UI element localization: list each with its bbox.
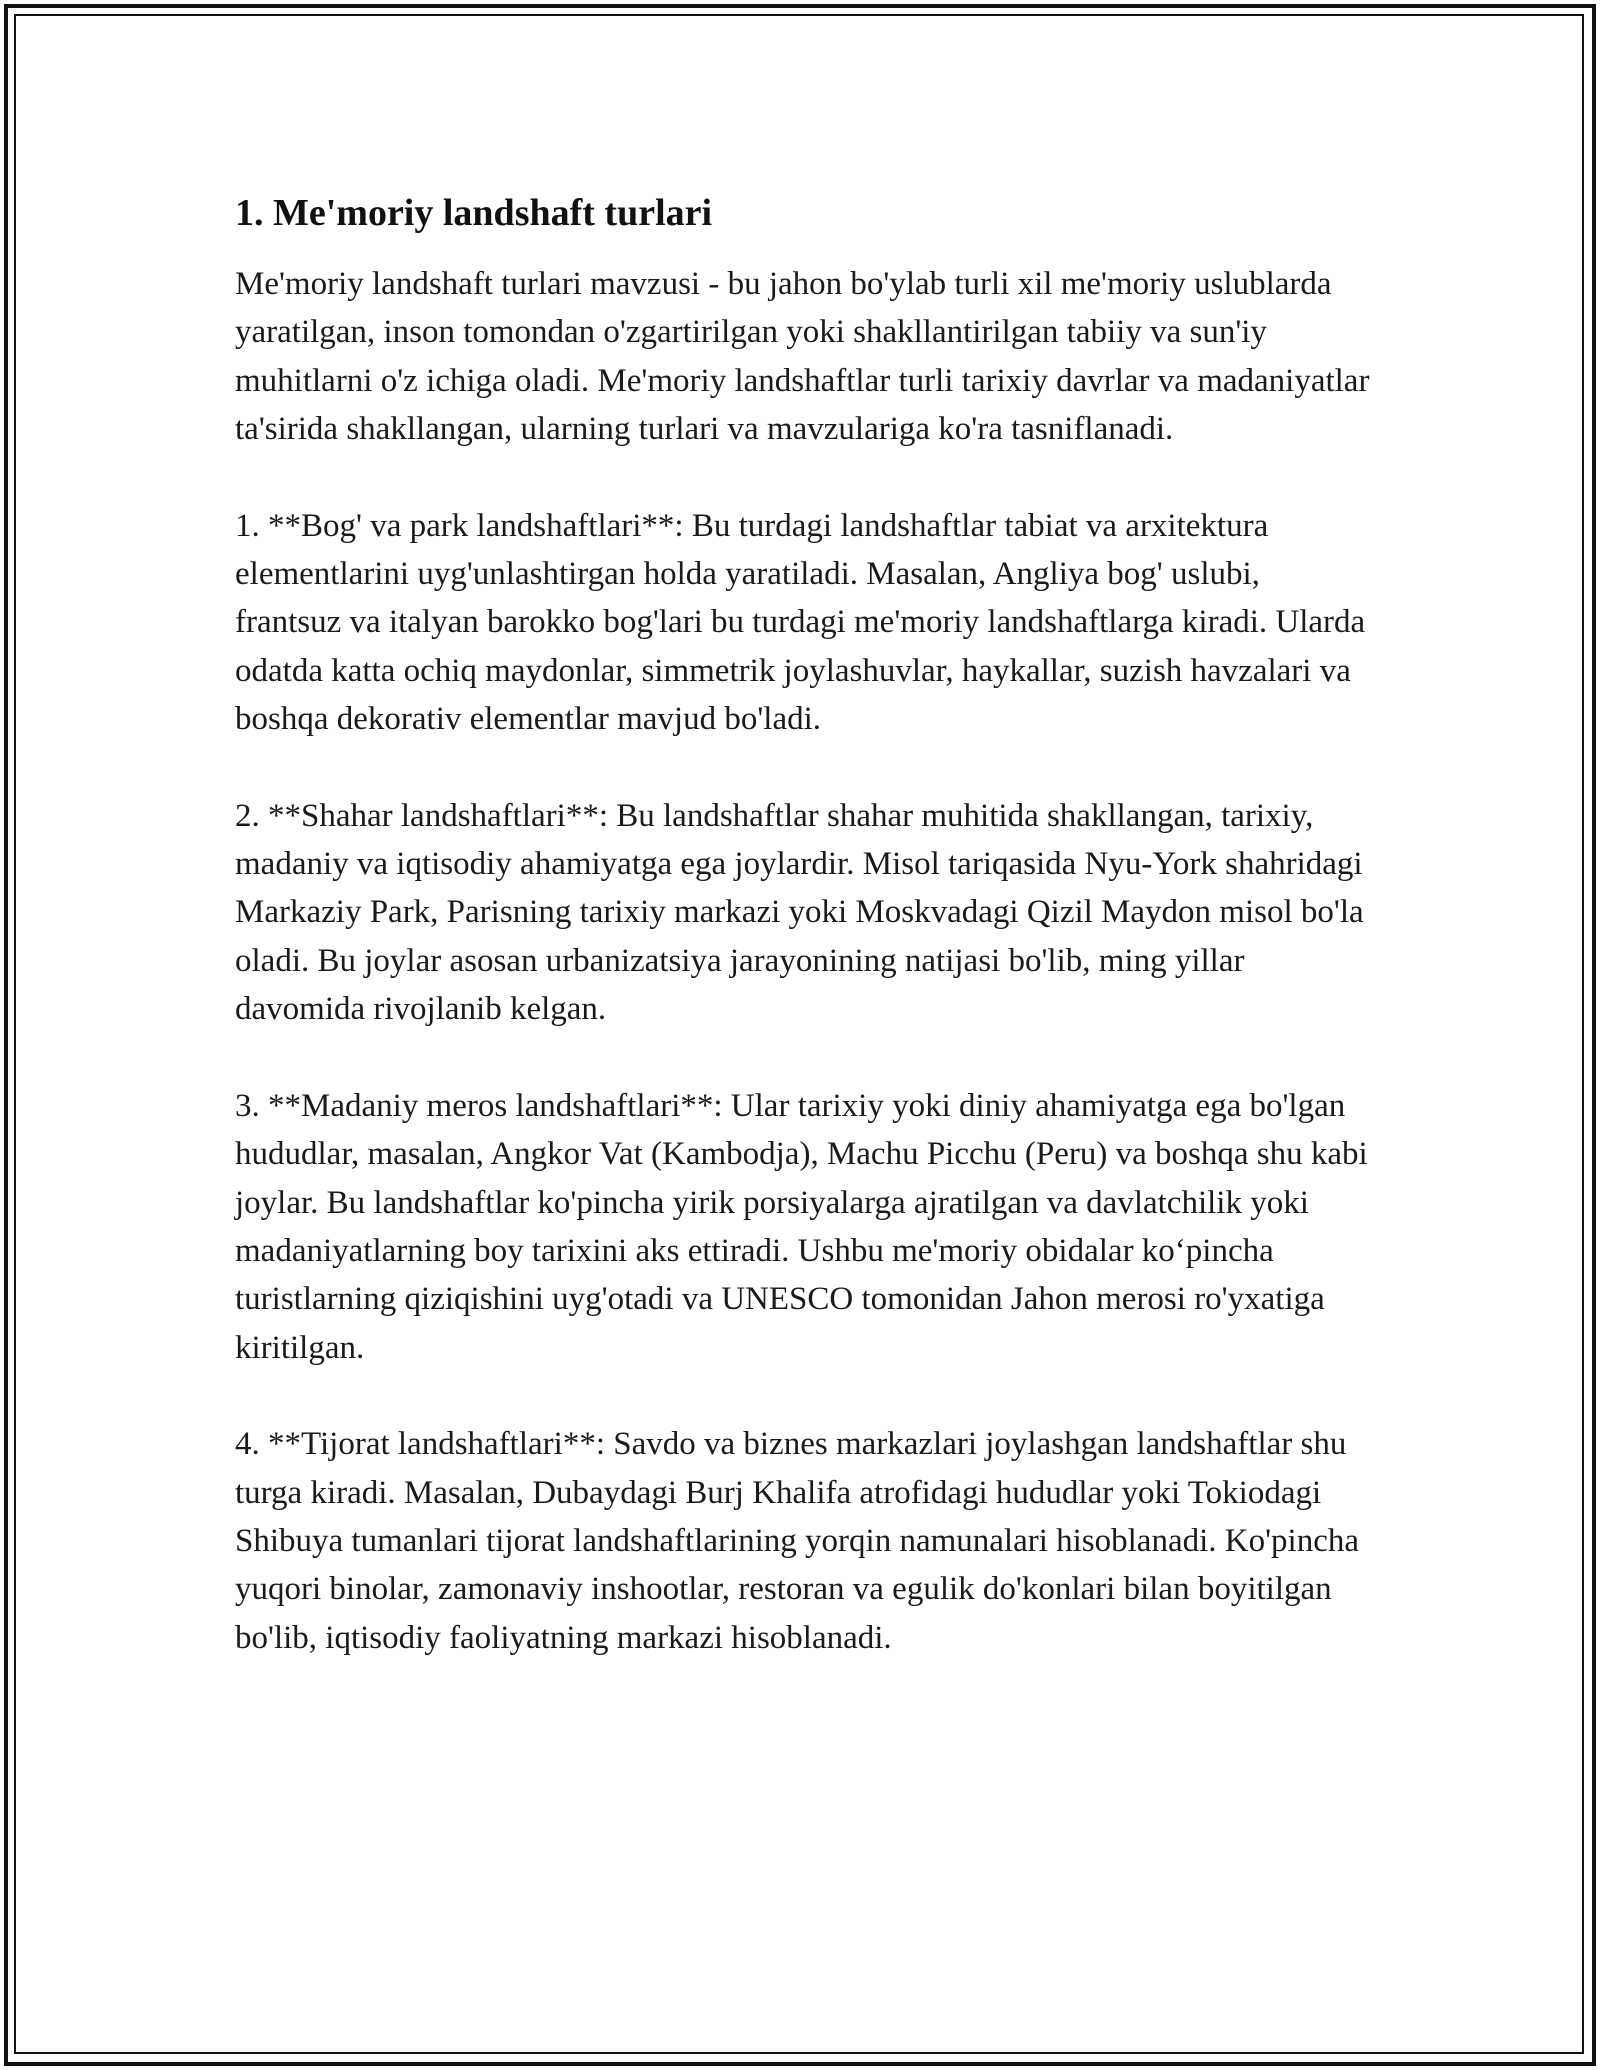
document-body — [235, 186, 1370, 1710]
paragraph-commercial-landscapes: 4. **Tijorat landshaftlari**: Savdo va biznes markazlari joylashgan landshaftlar shu turga kiradi. Masalan, Dubaydagi Burj Khalifa atrofidagi hududlar yoki Tokiodagi Shibuya tumanlari tijorat landshaftlarining yorqin namunalari hisoblanadi. Ko'pincha yuqori binolar, zamonaviy inshootlar, restoran va egulik do'konlari bilan boyitilgan bo'lib, iqtisodiy faoliyatning markazi hisoblanadi. — [235, 1426, 1360, 1656]
intro-paragraph: Me'moriy landshaft turlari mavzusi - bu jahon bo'ylab turli xil me'moriy uslublarda yaratilgan, inson tomondan o'zgartirilgan yoki shakllantirilgan tabiiy va sun'iy muhitlarni o'z ichiga oladi. Me'moriy landshaftlar turli tarixiy davrlar va madaniyatlar ta'sirida shakllangan, ularning turlari va mavzulariga ko'ra tasniflanadi. — [235, 266, 1370, 448]
paragraph-urban-landscapes: 2. **Shahar landshaftlari**: Bu landshaftlar shahar muhitida shakllangan, tarixiy, madaniy va iqtisodiy ahamiyatga ega joylardir. Misol tariqasida Nyu-York shahridagi Markaziy Park, Parisning tarixiy markazi yoki Moskvadagi Qizil Maydon misol bo'la oladi. Bu joylar asosan urbanizatsiya jarayonining natijasi bo'lib, ming yillar davomida rivojlanib kelgan. — [235, 797, 1364, 1028]
paragraph-garden-landscapes: 1. **Bog' va park landshaftlari**: Bu turdagi landshaftlar tabiat va arxitektura elementlarini uyg'unlashtirgan holda yaratiladi. Masalan, Angliya bog' uslubi, frantsuz va italyan barokko bog'lari bu turdagi me'moriy landshaftlarga kiradi. Ularda odatda katta ochiq maydonlar, simmetrik joylashuvlar, haykallar, suzish havzalari va boshqa dekorativ elementlar mavjud bo'ladi. — [235, 507, 1366, 738]
paragraph-heritage-landscapes: 3. **Madaniy meros landshaftlari**: Ular tarixiy yoki diniy ahamiyatga ega bo'lgan hududlar, masalan, Angkor Vat (Kambodja), Machu Picchu (Peru) va boshqa shu kabi joylar. Bu landshaftlar ko'pincha yirik porsiyalarga ajratilgan va davlatchilik yoki madaniyatlarning boy tarixini aks ettiradi. Ushbu me'moriy obidalar ko‘pincha turistlarning qiziqishini uyg'otadi va UNESCO tomonidan Jahon merosi ro'yxatiga kiritilgan. — [235, 1087, 1368, 1366]
section-heading: 1. Me'moriy landshaft turlari — [235, 192, 713, 234]
